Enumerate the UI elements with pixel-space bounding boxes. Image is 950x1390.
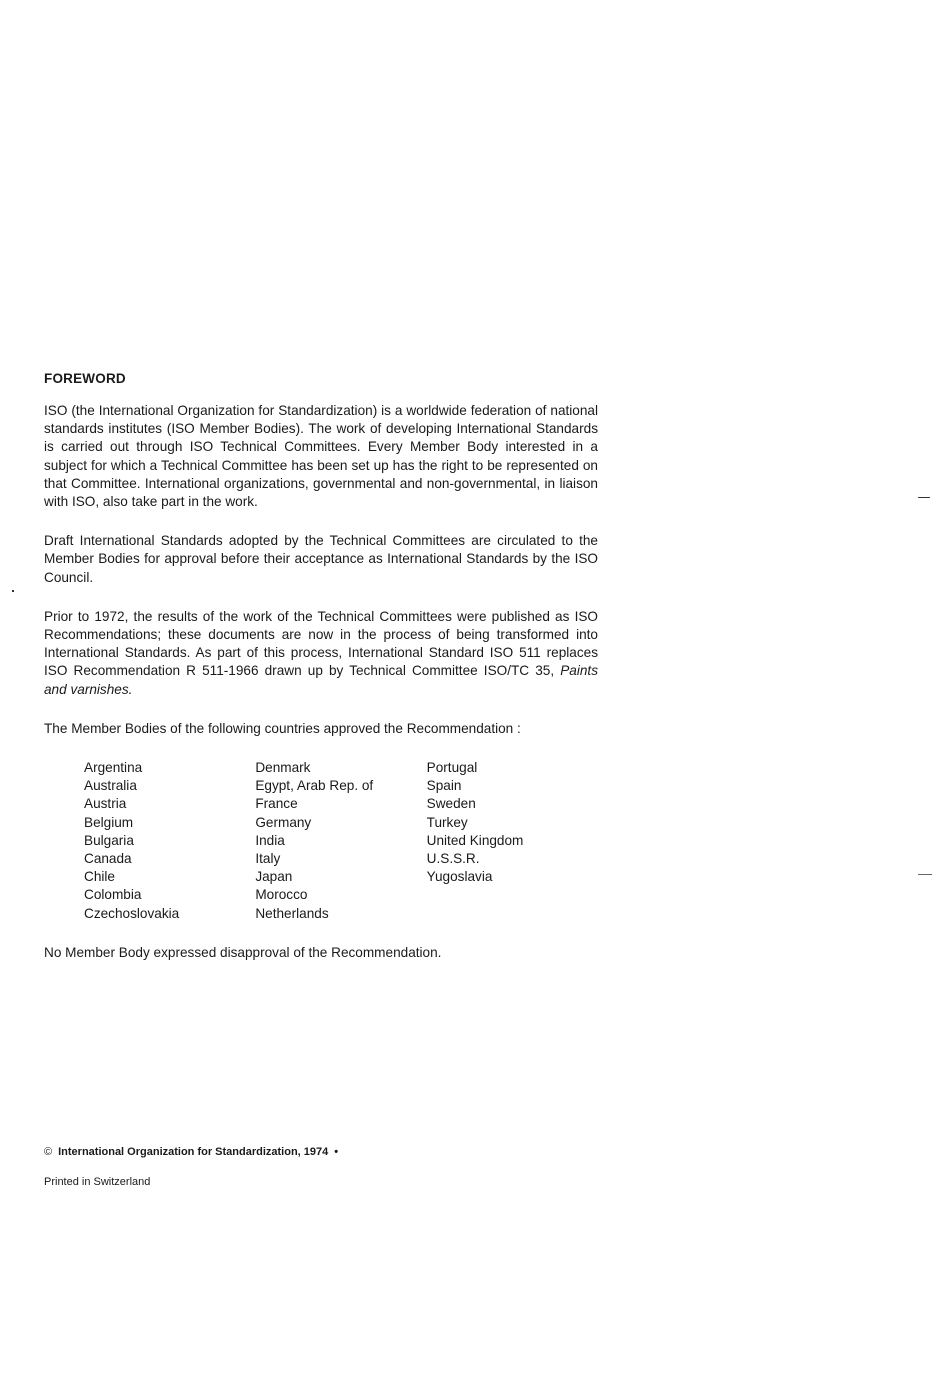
country-item: Netherlands bbox=[255, 905, 329, 921]
copyright-line bbox=[44, 1144, 338, 1160]
countries-column-3 bbox=[427, 759, 598, 923]
country-item: Denmark bbox=[255, 760, 311, 776]
country-item: Yugoslavia bbox=[426, 869, 493, 885]
country-item: India bbox=[255, 832, 285, 848]
country-item: Sweden bbox=[426, 796, 476, 812]
country-item: Australia bbox=[84, 778, 137, 794]
scan-artifact-mark bbox=[918, 874, 932, 875]
country-item: Bulgaria bbox=[84, 832, 134, 848]
country-item: Austria bbox=[84, 796, 127, 812]
country-item: Chile bbox=[84, 869, 115, 885]
document-page bbox=[44, 370, 598, 962]
country-item: Italy bbox=[255, 851, 281, 867]
country-item: Spain bbox=[426, 778, 462, 794]
scan-artifact-mark bbox=[918, 497, 930, 498]
printed-in: Printed in Switzerland bbox=[44, 1176, 151, 1188]
copyright-icon: © bbox=[44, 1146, 53, 1158]
country-item: Egypt, Arab Rep. of bbox=[255, 778, 374, 794]
country-item: United Kingdom bbox=[426, 832, 524, 848]
country-item: Argentina bbox=[84, 760, 143, 776]
scan-artifact-dot bbox=[12, 590, 14, 592]
country-item: Colombia bbox=[84, 887, 142, 903]
country-item: Germany bbox=[255, 814, 312, 830]
countries-intro: The Member Bodies of the following countries approved the Recommendation : bbox=[44, 720, 521, 736]
country-item: Morocco bbox=[255, 887, 308, 903]
country-item: Canada bbox=[84, 851, 132, 867]
countries-column-1 bbox=[84, 759, 255, 923]
country-item: Czechoslovakia bbox=[84, 905, 180, 921]
copyright-text: International Organization for Standardization, 1974 bbox=[58, 1146, 329, 1158]
country-item: Turkey bbox=[426, 814, 468, 830]
committee-title-italic: Paints and varnishes. bbox=[44, 663, 598, 697]
country-item: Portugal bbox=[426, 760, 478, 776]
paragraph-prior-1972 bbox=[44, 608, 598, 699]
country-item: U.S.S.R. bbox=[426, 851, 480, 867]
bullet-icon: • bbox=[334, 1146, 339, 1158]
country-item: France bbox=[255, 796, 298, 812]
countries-column-2 bbox=[255, 759, 426, 923]
countries-list bbox=[84, 759, 598, 923]
country-item: Belgium bbox=[84, 814, 134, 830]
foreword-heading: FOREWORD bbox=[44, 371, 126, 386]
paragraph-prior-1972-text: Prior to 1972, the results of the work of the Technical Committees were published as ISO Recommendations; these documents are now in the process of being transformed into International Standards. As part of this process, International Standard ISO 511 replaces ISO Recommendation R 511-1966 drawn up by Technical Committee ISO/TC 35, bbox=[44, 608, 598, 679]
paragraph-draft-standards: Draft International Standards adopted by the Technical Committees are circulated to the Member Bodies for approval before their acceptance as International Standards by the ISO Council. bbox=[44, 533, 598, 585]
paragraph-iso-intro: ISO (the International Organization for Standardization) is a worldwide federation of national standards institutes (ISO Member Bodies). The work of developing International Standards is carried out through ISO Technical Committees. Every Member Body interested in a subject for which a Technical Committee has been set up has the right to be represented on that Committee. International organizations, governmental and non-governmental, in liaison with ISO, also take part in the work. bbox=[44, 403, 598, 510]
country-item: Japan bbox=[255, 869, 293, 885]
closing-statement: No Member Body expressed disapproval of the Recommendation. bbox=[44, 944, 442, 960]
